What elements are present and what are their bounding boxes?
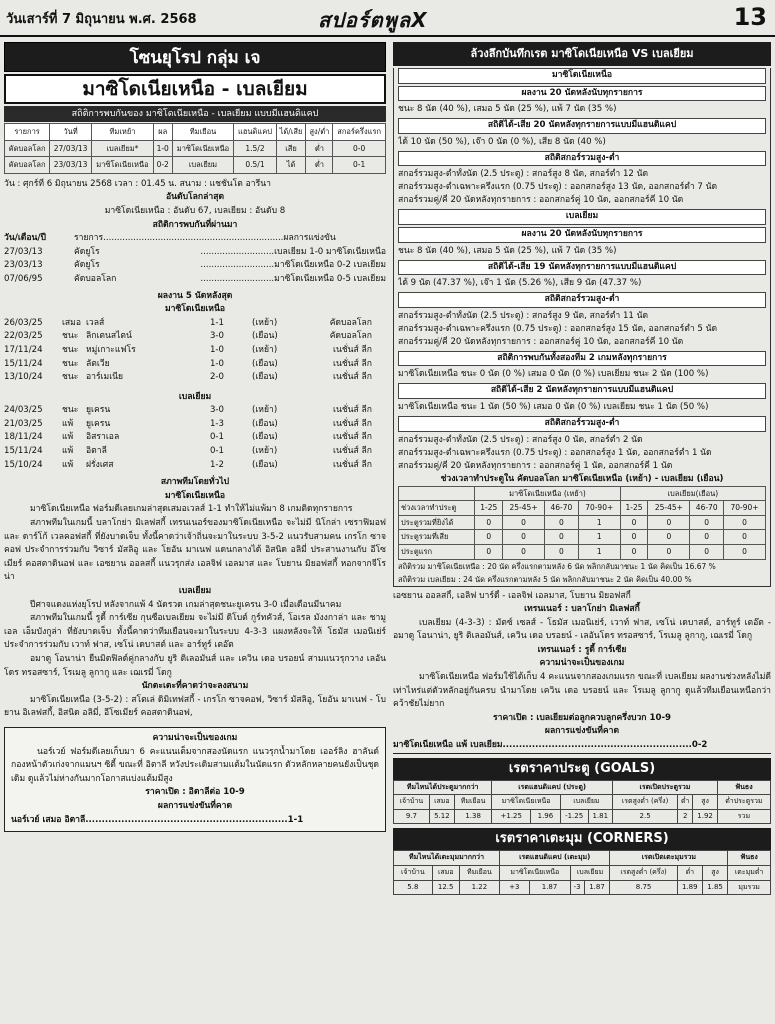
form-venue: (เหย้า) [252,405,278,416]
table-cell: 1.92 [693,809,718,824]
table-cell: 0 [503,515,545,530]
form-result: ชนะ [62,344,79,355]
rate-subheader: เสมอ [429,795,454,810]
team-a-ou-1: สกอร์รวมสูง-ต่ำทั้งนัด (2.5 ประตู) : สกอร์สูง 8 นัด, สกอร์ต่ำ 12 นัด [398,169,649,180]
table-header-row [5,124,386,141]
h2h-2-handicap: มาซิโดเนียเหนือ ชนะ 1 นัด (50 %) เสมอ 0 นัด (0 %) เบลเยียม ชนะ 1 นัด (50 %) [398,401,709,412]
past-meetings-header [4,232,386,246]
table-cell: 1.81 [588,809,613,824]
form-score: 3-0 [209,331,225,342]
table-cell: มาซิโดเนียเหนือ [172,140,234,157]
table-cell: 1 [578,544,620,559]
form-opponent: เวลส์ [86,317,105,328]
competition-banner: โซนยุโรป กลุ่ม เจ [4,42,386,72]
h2h-2-ou-2: สกอร์รวมสูง-ต่ำเฉพาะครึ่งแรก (0.75 ประตู) : ออกสกอร์สูง 1 นัด, ออกสกอร์ต่ำ 1 นัด [398,447,712,458]
form-competition: เนชั่นส์ ลีก [333,372,372,383]
form-result: ชนะ [62,405,79,416]
lineup-title: นักตะเตะที่คาดว่าจะลงสนาม [141,681,249,692]
form-date: 18/11/24 [4,432,43,443]
team-b-form-list [4,404,386,472]
table-cell: มาซิโดเนียเหนือ [91,157,153,174]
tf-sub-cell: 1-25 [620,501,648,516]
masthead [0,0,775,36]
rate-subheader: มาซิโดเนียเหนือ [492,795,560,810]
table-subheader-row [394,866,771,881]
form-date: 21/03/25 [4,418,43,429]
timeframe-title: ช่วงเวลาทำประตูใน คัดบอลโลก มาซิโดเนียเหนือ (เหย้า) - เบลเยียม (เยือน) [440,473,724,484]
table-cell: คัดบอลโลก [5,157,50,174]
tf-sub-cell: 70-90+ [578,501,620,516]
table-cell: -3 [570,880,584,895]
table-row [5,140,386,157]
table-cell: +3 [500,880,529,895]
table-cell: ประตูรวมที่เสีย [399,530,475,545]
tf-sub-cell: 25-45+ [503,501,545,516]
opening-price: ราคาเปิด : เบลเยียมต่อลูกควบลูกครึ่งบวก 10-9 [493,712,671,723]
table-cell: ประตูรวมที่ยิงได้ [399,515,475,530]
team-a-form: ชนะ 8 นัด (40 %), เสมอ 5 นัด (25 %), แพ้ 7 นัด (35 %) [398,104,617,115]
team-b-stats-title: เบลเยียม [398,209,766,225]
table-row [399,515,766,530]
list-item [4,330,386,344]
table-cell: 1.22 [459,880,499,895]
form-competition: เนชั่นส์ ลีก [333,418,372,429]
form-score: 0-1 [209,432,225,443]
newspaper-logo: สปอร์ตพูลX [318,8,428,32]
table-row [399,544,766,559]
other-match-text: นอร์เวย์ ฟอร์มดีเลยเก็บมา 6 คะแนนเต็มจากสองนัดแรก แนวรุกน้ำมาโดย เออร์ลิง ฮาลันด์ กองหน้าตัวเก่งจากแมนฯ ซิตี้ ขณะที่ อิตาลี หวังประเดิมสามแต้มในนัดแรก ตัวหลักหลายคนยังเป็นชุดเดิม ดูแล้วไม่ห่างกันมากโอกาสแบ่งแต้มมีสูง [11,746,379,784]
form-competition: เนชั่นส์ ลีก [333,432,372,443]
table-cell: 0 [620,544,648,559]
form-date: 26/03/25 [4,317,43,328]
form-opponent: ฝรั่งเศส [86,459,114,470]
table-cell: เสีย [276,140,306,157]
tf-sub-cell: 46-70 [544,501,578,516]
goal-timeframe-table [398,486,766,560]
form-date: 15/10/24 [4,459,43,470]
lineup-team-b: เบลเยียม (4-3-3) : มัตซ์ เซลส์ - โธมัส เมอนิเย่ร์, เวาท์ ฟาส, เซโน่ เดบาสต์, อาร์ทูร์ เตอ๊ต - อมาดู โอนาน่า, ยูริ ติเลอมันส์, เควิน เดอ บรอยน์ - เลอันโดร ทรอสซาร์, โรเมลู ลูกากู, เฌเรมี่ โดกู [393,617,771,642]
h2h-col-header: วันที่ [50,124,92,141]
past-header-comp: รายการ..................................................................ผลการแข่งขัน [74,233,336,244]
table-cell: -1.25 [560,809,588,824]
lineup-team-a: มาซิโดเนียเหนือ (3-5-2) : สโตเล่ ดิมิเทฟสกี้ - เกรโก ซาจคอฟ, วิซาร์ มัสลิอู, โยอัน มาเนฟ - โบยาน อิเลฟสกี้, อิสนิด อลิมี่, อีโซเมียร์ คอสตาดินอฟ, [4,694,386,719]
form-score: 1-2 [209,459,225,470]
h2h-2-handicap-title: สถิติได้-เสีย 2 นัดหลังทุกรายการแบบมีแฮนดิแคป [398,383,766,399]
kickoff-info: วัน : ศุกร์ที่ 6 มิถุนายน 2568 เวลา : 01.45 น. สนาม : แชชั่นโต อารีนา [4,178,271,189]
form-result: แพ้ [62,459,74,470]
form-date: 17/11/24 [4,344,43,355]
team-a-handicap: ได้ 10 นัด (50 %), เจ๊า 0 นัด (0 %), เสีย 8 นัด (40 %) [398,136,606,147]
table-row [394,809,771,824]
other-match-box [4,727,386,832]
form-opponent: ลัตเวีย [86,358,110,369]
table-cell: 23/03/13 [50,157,92,174]
fifa-rank: มาซิโดเนียเหนือ : อันดับ 67, เบลเยียม : อันดับ 8 [104,205,286,216]
table-row [399,530,766,545]
table-cell: ประตูแรก [399,544,475,559]
table-cell: 1.87 [584,880,610,895]
tf-sub-cell: 1-25 [475,501,503,516]
prediction-title: ผลการแข่งขันที่คาด [544,726,620,737]
rate-subheader: ทีมเยือน [459,866,499,881]
table-cell: 0 [475,530,503,545]
rate-subheader: ต่ำ [678,795,693,810]
right-column [393,42,771,1017]
past-date: 27/03/13 [4,246,43,257]
tf-sub-cell: ช่วงเวลาทำประตู [399,501,475,516]
h2h-col-header: ผล [153,124,172,141]
tf-blank [399,486,475,501]
issue-date: วันเสาร์ที่ 7 มิถุนายน พ.ศ. 2568 [6,12,197,27]
past-meetings-title: สถิติการพบกันที่ผ่านมา [152,219,238,230]
list-item [4,404,386,418]
table-cell: 0 [690,544,724,559]
prediction: มาซิโดเนียเหนือ แพ้ เบลเยียม..........................................................0-2 [393,739,771,754]
rate-stats-section [393,68,771,587]
team-b-handicap: ได้ 9 นัด (47.37 %), เจ๊า 1 นัด (5.26 %), เสีย 9 นัด (47.37 %) [398,278,642,289]
tf-note-a: สถิติรวม มาซิโดเนียเหนือ : 20 นัด ครึ่งแรกตามหลัง 6 นัด พลิกกลับมาชนะ 1 นัด คิดเป็น 16.67 % [398,561,716,571]
table-cell: 0 [544,544,578,559]
table-header-row [394,780,771,795]
past-competition: คัดยูโร [74,246,100,257]
form-venue: (เยือน) [252,358,278,369]
goals-h-tip: ฟันธง [717,780,770,795]
form-opponent: อิตาลี [86,446,107,457]
table-cell: 0 [544,530,578,545]
table-cell: 1 [578,530,620,545]
h2h-col-header: สกอร์ครึ่งแรก [333,124,386,141]
past-date: 23/03/13 [4,260,43,271]
form-score: 0-1 [209,446,225,457]
table-cell: 0 [690,515,724,530]
table-cell: 0-0 [333,140,386,157]
form-competition: เนชั่นส์ ลีก [333,344,372,355]
table-cell: 2 [678,809,693,824]
list-item [4,259,386,273]
form-venue: (เยือน) [252,331,278,342]
team-b-form: ชนะ 8 นัด (40 %), เสมอ 5 นัด (25 %), แพ้ 7 นัด (35 %) [398,245,617,256]
team-a-form-title: มาซิโดเนียเหนือ [164,304,225,315]
other-match-prediction: นอร์เวย์ เสมอ อิตาลี..............................................................1-1 [11,814,304,825]
table-cell: 0 [544,515,578,530]
tf-head-team-b: เบลเยียม(เยือน) [620,486,765,501]
form-date: 15/11/24 [4,446,43,457]
h2h-handicap-table [4,123,386,174]
past-date: 07/06/95 [4,273,43,284]
past-result: ...........................มาซิโดเนียเหนือ 0-2 เบลเยียม [200,260,386,271]
table-cell: 0 [724,515,766,530]
goals-h-total: เรตเปิดประตูรวม [613,780,718,795]
table-cell: ได้ [276,157,306,174]
table-subheader-row [394,795,771,810]
form-competition: เนชั่นส์ ลีก [333,358,372,369]
table-cell: เบลเยียม [172,157,234,174]
goals-rate-title: เรตราคาประตู (GOALS) [393,758,771,780]
table-cell: 0-2 [153,157,172,174]
form-result: เสมอ [62,317,82,328]
corners-h-tip: ฟันธง [728,851,771,866]
rate-subheader: สูง [702,866,727,881]
h2h-col-header: แฮนดิแคป [234,124,276,141]
table-cell: 27/03/13 [50,140,92,157]
form-venue: (เหย้า) [252,317,278,328]
team-b-form-title: ผลงาน 20 นัดหลังนับทุกรายการ [398,227,766,243]
table-cell: +1.25 [492,809,531,824]
page-number: 13 [733,3,767,31]
team-b-handicap-title: สถิติได้-เสีย 19 นัดหลังทุกรายการแบบมีแฮนดิแคป [398,260,766,276]
table-cell: 0 [648,515,690,530]
form-competition: เนชั่นส์ ลีก [333,446,372,457]
form-competition: เนชั่นส์ ลีก [333,459,372,470]
recent-form-title: ผลงาน 5 นัดหลังสุด [157,290,233,301]
form-opponent: อิสราเอล [86,432,120,443]
other-match-title: ความน่าจะเป็นของเกม [152,732,238,743]
team-a-stats-title: มาซิโดเนียเหนือ [398,68,766,84]
overview-team-b-attack: อมาดู โอนาน่า ยืนมิดฟิลด์คู่กลางกับ ยูริ ติเลอมันส์ และ เควิน เดอ บรอยน์ สามแนวรุกวาง เลอันโดร ทรอสซาร์, โรเมลู ลูกากู และ เฌเรมี่ โดกู [4,653,386,678]
rate-subheader: เรตสูงต่ำ (ครึ่ง) [610,866,677,881]
table-cell: 0 [648,544,690,559]
form-score: 2-0 [209,372,225,383]
table-cell: 0 [503,530,545,545]
goals-h-handicap: เรตแฮนดิแคป (ประตู) [492,780,613,795]
past-header-date: วัน/เดือน/ปี [4,233,46,244]
table-cell: 1.38 [454,809,491,824]
table-cell: 5.8 [394,880,433,895]
rate-subheader: สูง [693,795,718,810]
overview-team-b-squad: สภาพทีมในเกมนี้ รูดี้ การ์เซีย กุนซือเบลเยียม จะไม่มี ดิโบต์ กูร์ทคัวส์, โอเรล มังงกาล่า และ ชามูเอล เอ็มบังกูล่า ที่ยังบาดเจ็บ ทั้งนี้คาดว่าทีมเยือนจะมาในระบบ 4-3-3 แผงหลังจะให้ โธมัส เมอนิเย่ร์ ประจำการร่วมกับ เวาท์ ฟาส, เซโน่ เดบาสต์ และ อาร์ทูร์ เตอ๊ต [4,613,386,651]
list-item [4,317,386,331]
corners-rate-table [393,850,771,895]
tf-sub-cell: 25-45+ [648,501,690,516]
masthead-rule [0,35,775,37]
overview-team-a-squad: สภาพทีมในเกมนี้ บลาโกย่า มิเลฟสกี้ เทรนเนอร์ของมาซิโดเนียเหนือ จะไม่มี นิโกล่า เซราฟิมอฟ และ ดาร์โก้ เวลคอฟสกี้ ที่ยังบาดเจ็บ ทั้งนี้คาดว่าเจ้าถิ่นจะมาในระบบ 3-5-2 แนวรับสามคน เกรโก ซาจคอฟ ประจำการร่วมกับ วิซาร์ มัสลิอู และ โยอัน มาเนฟ แดนกลางได้ อิสนิด อลิมี่ ประสานงานกับ อีโซเมียร์ คอสตาดินอฟ และ เอซยาน ออลสกี้ แนวรุกส่ง เอลจิฟ เอลมาส และ โบยาน มิยอฟสกี้ หอกจากจีโรน่า [4,518,386,583]
h2h-2-ou-title: สถิติสกอร์รวมสูง-ต่ำ [398,416,766,432]
list-item [4,358,386,372]
table-cell: 1.96 [531,809,561,824]
h2h-col-header: ได้/เสีย [276,124,306,141]
table-cell: เบลเยียม* [91,140,153,157]
team-a-handicap-title: สถิติได้-เสีย 20 นัดหลังทุกรายการแบบมีแฮนดิแคป [398,118,766,134]
corners-h-winner: ทีมไหนได้เตะมุมมากกว่า [394,851,500,866]
table-cell: 5.12 [429,809,454,824]
table-cell: 0 [690,530,724,545]
tf-sub-cell: 70-90+ [724,501,766,516]
h2h-col-header: ทีมเหย้า [91,124,153,141]
team-b-form-title: เบลเยียม [178,391,212,402]
table-cell: ต่ำ [306,140,333,157]
h2h-2-result: มาซิโดเนียเหนือ ชนะ 0 นัด (0 %) เสมอ 0 นัด (0 %) เบลเยียม ชนะ 2 นัด (100 %) [398,369,709,380]
form-date: 15/11/24 [4,358,43,369]
overview-team-b-title: เบลเยียม [178,586,212,596]
rate-subheader: ต่ำ [677,866,702,881]
table-cell: 0 [724,530,766,545]
past-competition: คัดยูโร [74,260,100,271]
table-header-row [394,851,771,866]
form-date: 13/10/24 [4,372,43,383]
form-result: แพ้ [62,446,74,457]
form-venue: (เยือน) [252,432,278,443]
table-cell: รวม [717,809,770,824]
list-item [4,344,386,358]
table-header-row [399,486,766,501]
overview-team-a-form: มาซิโดเนียเหนือ ฟอร์มดีเลยเกมล่าสุดเสมอเวลส์ 1-1 ทำให้ไม่แพ้มา 8 เกมติดทุกรายการ [30,504,353,515]
table-cell: 0 [475,515,503,530]
form-score: 1-3 [209,418,225,429]
rate-subheader: ต่ำประตูรวม [717,795,770,810]
table-cell: 1.5/2 [234,140,276,157]
table-cell: 1.85 [702,880,727,895]
other-match-price: ราคาเปิด : อิตาลีต่อ 10-9 [145,787,245,798]
form-result: ชนะ [62,372,79,383]
form-opponent: อาร์เมเนีย [86,372,124,383]
table-cell: 1.89 [677,880,702,895]
rate-subheader: มาซิโดเนียเหนือ [500,866,571,881]
list-item [4,273,386,287]
table-cell: 1.87 [529,880,570,895]
other-match-prediction-title: ผลการแข่งขันที่คาด [157,800,233,811]
form-competition: คัดบอลโลก [329,331,372,342]
table-cell: 0.5/1 [234,157,276,174]
past-result: ...........................มาซิโดเนียเหนือ 0-5 เบลเยียม [200,273,386,284]
probability-title: ความน่าจะเป็นของเกม [539,658,625,669]
form-competition: คัดบอลโลก [329,317,372,328]
list-item [4,371,386,385]
h2h-col-header: ทีมเยือน [172,124,234,141]
form-score: 3-0 [209,405,225,416]
corners-rate-title: เรตราคาเตะมุม (CORNERS) [393,828,771,850]
form-result: ชนะ [62,331,79,342]
past-meetings-list [4,246,386,287]
team-b-ou-3: สกอร์รวมคู่/คี่ 20 นัดหลังทุกรายการ : ออกสกอร์คู่ 10 นัด, ออกสกอร์คี่ 10 นัด [398,336,684,347]
rate-subheader: เบลเยียม [560,795,612,810]
rate-subheader: เตะมุมต่ำ [728,866,771,881]
table-subheader-row [399,501,766,516]
corners-h-handicap: เรตแฮนดิแคป (เตะมุม) [500,851,610,866]
list-item [4,418,386,432]
table-row [394,880,771,895]
h2h-col-header: รายการ [5,124,50,141]
form-opponent: หมู่เกาะแฟโร [86,344,136,355]
table-cell: 1 [578,515,620,530]
table-cell: คัดบอลโลก [5,140,50,157]
past-competition: คัดบอลโลก [74,273,117,284]
table-cell: 0 [648,530,690,545]
corners-h-total: เรตเปิดเตะมุมรวม [610,851,728,866]
left-column [4,42,386,1017]
list-item [4,246,386,260]
list-item [4,445,386,459]
form-venue: (เยือน) [252,372,278,383]
form-result: แพ้ [62,432,74,443]
coach-b: เทรนเนอร์ : รูดี้ การ์เซีย [537,644,627,655]
form-opponent: ลิกเตนสไตน์ [86,331,132,342]
rate-subheader: เจ้าบ้าน [394,866,433,881]
probability-text: มาซิโดเนียเหนือ ฟอร์มใช้ได้เก็บ 4 คะแนนจากสองเกมแรก ขณะที่ เบลเยียม ผลงานช่วงหลังไม่ดีเท่าไหร่แต่ตัวหลักอยู่กันครบ นำมาโดย เควิน เดอ บรอยน์ และ โรเมลู ลูกากู ดูแล้วทีมเยือนเหนือกว่าคว้าชัยไม่ยาก [393,672,771,710]
lineup-cont: เอซยาน ออลสกี้, เอลิฟ บาร์ดี้ - เอลจิฟ เอลมาส, โบยาน มิยอฟสกี้ [393,590,631,601]
past-result: ...........................เบลเยียม 1-0 มาซิโดเนียเหนือ [200,246,386,257]
h2h-2-ou-1: สกอร์รวมสูง-ต่ำทั้งนัด (2.5 ประตู) : สกอร์สูง 0 นัด, สกอร์ต่ำ 2 นัด [398,434,643,445]
overview-team-b-form: ปีศาจแดงแห่งยุโรป หลังจากแพ้ 4 นัดรวด เกมล่าสุดชนะยูเครน 3-0 เมื่อเดือนมีนาคม [30,599,342,610]
match-title: มาซิโดเนียเหนือ - เบลเยียม [4,74,386,104]
form-score: 1-0 [209,358,225,369]
table-cell: 0 [724,544,766,559]
table-cell: 0-1 [333,157,386,174]
table-cell: 0 [620,515,648,530]
coach-a: เทรนเนอร์ : บลาโกย่า มิเลฟสกี้ [524,604,640,615]
team-b-ou-1: สกอร์รวมสูง-ต่ำทั้งนัด (2.5 ประตู) : สกอร์สูง 9 นัด, สกอร์ต่ำ 11 นัด [398,310,649,321]
overview-title: สภาพทีมโดยทั่วไป [160,477,230,488]
list-item [4,431,386,445]
h2h-handicap-title: สถิติการพบกันของ มาซิโดเนียเหนือ - เบลเยียม แบบมีแฮนดิแคป [4,106,386,122]
table-cell: 8.75 [610,880,677,895]
form-result: ชนะ [62,358,79,369]
team-a-ou-2: สกอร์รวมสูง-ต่ำเฉพาะครึ่งแรก (0.75 ประตู) : ออกสกอร์สูง 13 นัด, ออกสกอร์ต่ำ 7 นัด [398,182,718,193]
rate-subheader: เบลเยียม [570,866,610,881]
table-cell: 0 [503,544,545,559]
tf-note-b: สถิติรวม เบลเยียม : 24 นัด ครึ่งแรกตามหลัง 5 นัด พลิกกลับมาชนะ 2 นัด คิดเป็น 40.00 % [398,574,692,584]
form-opponent: ยูเครน [86,418,111,429]
table-cell: 1-0 [153,140,172,157]
overview-team-a-title: มาซิโดเนียเหนือ [164,490,225,501]
form-score: 1-1 [209,317,225,328]
table-cell: 9.7 [394,809,430,824]
rate-subheader: ทีมเยือน [454,795,491,810]
rate-subheader: เรตสูงต่ำ (ครึ่ง) [613,795,678,810]
rate-subheader: เจ้าบ้าน [394,795,430,810]
rate-subheader: เสมอ [432,866,459,881]
h2h-2-ou-3: สกอร์รวมคู่/คี่ 20 นัดหลังทุกรายการ : ออกสกอร์คู่ 1 นัด, ออกสกอร์คี่ 1 นัด [398,460,673,471]
goals-h-winner: ทีมไหนได้ประตูมากกว่า [394,780,492,795]
form-date: 22/03/25 [4,331,43,342]
table-cell: ต่ำ [306,157,333,174]
rate-stats-header: ล้วงลึกบันทึกเรต มาซิโดเนียเหนือ VS เบลเยียม [393,42,771,66]
tf-head-team-a: มาซิโดเนียเหนือ (เหย้า) [475,486,620,501]
goals-rate-table [393,780,771,825]
table-cell: 2.5 [613,809,678,824]
h2h-2-title: สถิติการพบกันทั้งสองทีม 2 เกมหลังทุกรายการ [398,351,766,367]
team-a-form-list [4,317,386,385]
table-cell: 0 [475,544,503,559]
form-opponent: ยูเครน [86,405,111,416]
form-venue: (เหย้า) [252,344,278,355]
team-a-form-title: ผลงาน 20 นัดหลังนับทุกรายการ [398,86,766,102]
form-date: 24/03/25 [4,405,43,416]
table-cell: 12.5 [432,880,459,895]
team-a-ou-3: สกอร์รวมคู่/คี่ 20 นัดหลังทุกรายการ : ออกสกอร์คู่ 10 นัด, ออกสกอร์คี่ 10 นัด [398,195,684,206]
form-venue: (เยือน) [252,459,278,470]
team-b-ou-2: สกอร์รวมสูง-ต่ำเฉพาะครึ่งแรก (0.75 ประตู) : ออกสกอร์สูง 15 นัด, ออกสกอร์ต่ำ 5 นัด [398,323,718,334]
tf-sub-cell: 46-70 [690,501,724,516]
form-venue: (เยือน) [252,418,278,429]
team-b-ou-title: สถิติสกอร์รวมสูง-ต่ำ [398,292,766,308]
team-a-ou-title: สถิติสกอร์รวมสูง-ต่ำ [398,151,766,167]
table-cell: 0 [620,530,648,545]
form-result: แพ้ [62,418,74,429]
form-venue: (เหย้า) [252,446,278,457]
form-competition: เนชั่นส์ ลีก [333,405,372,416]
table-row [5,157,386,174]
list-item [4,459,386,473]
h2h-col-header: สูง/ต่ำ [306,124,333,141]
fifa-rank-title: อันดับโลกล่าสุด [165,192,225,203]
table-cell: มุมรวม [728,880,771,895]
form-score: 1-0 [209,344,225,355]
